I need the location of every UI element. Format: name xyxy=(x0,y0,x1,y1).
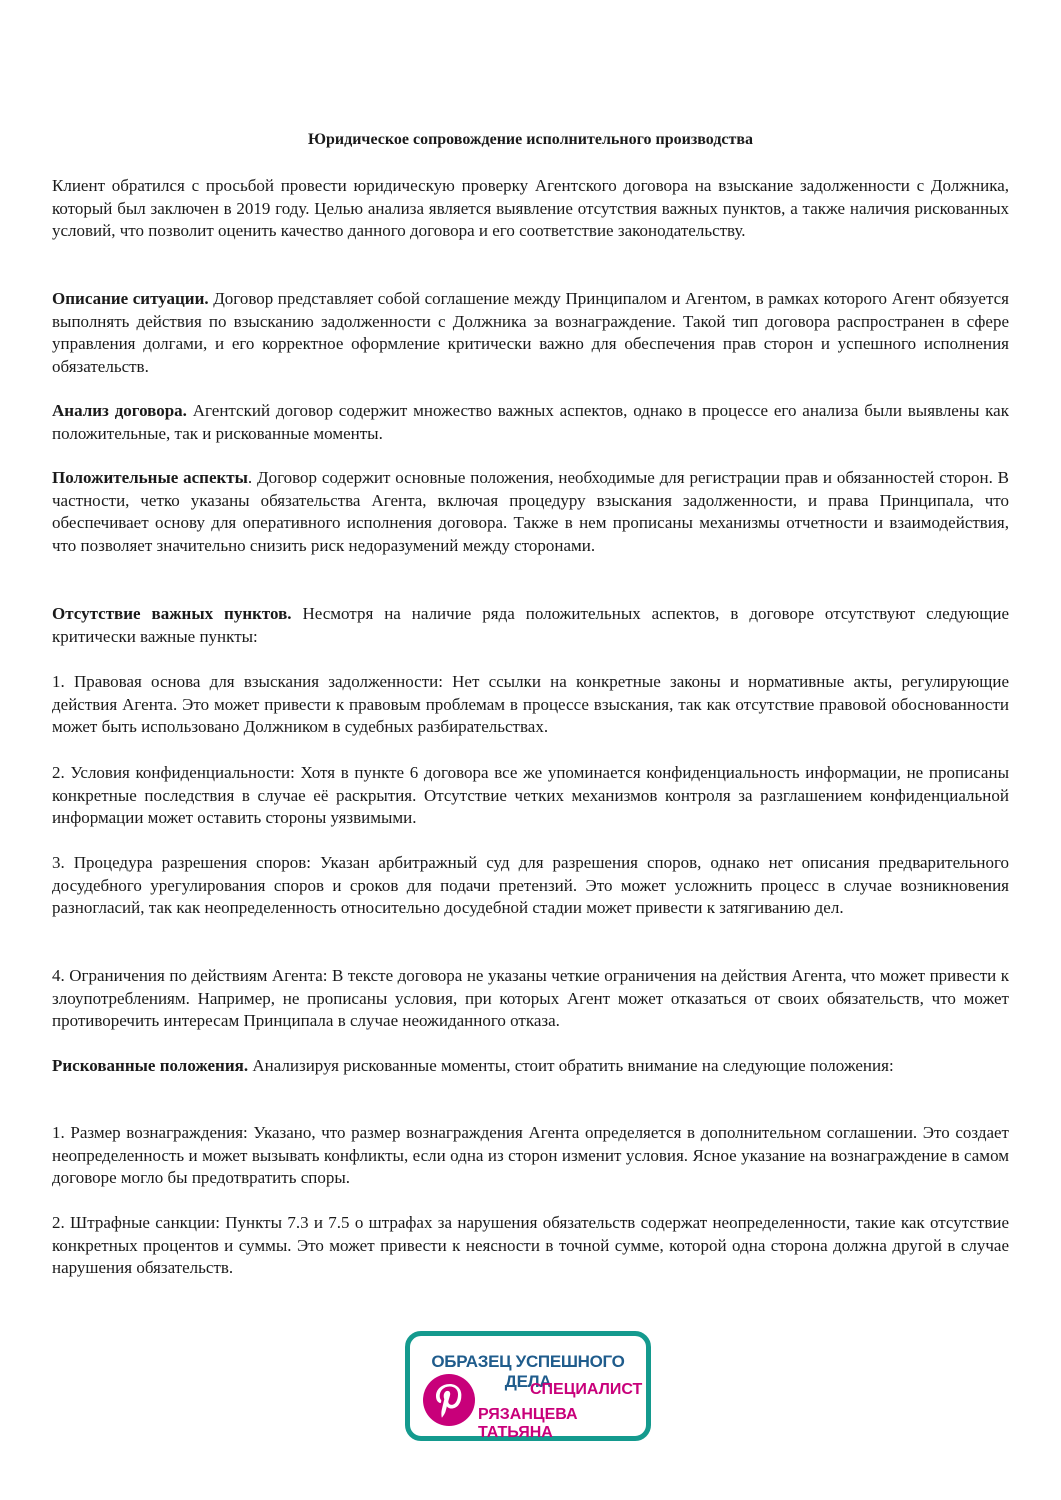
missing-item: 1. Правовая основа для взыскания задолженности: Нет ссылки на конкретные законы и нормативные акты, регулирующие действия Агента. Это может привести к правовым проблемам в процессе взыскания, так как отсутствие правовой обоснованности может быть использовано Должником в судебных разбирательствах. xyxy=(52,672,1009,737)
risky-item: 1. Размер вознаграждения: Указано, что размер вознаграждения Агента определяется в дополнительном соглашении. Это создает неопределенность и может вызывать конфликты, если одна из сторон изменит условия. Ясное указание на вознаграждение в самом договоре могло бы предотвратить споры. xyxy=(52,1123,1009,1188)
risky-paragraph xyxy=(52,1055,1009,1078)
risky-heading: Рискованные положения. xyxy=(52,1056,249,1075)
situation-text: Договор представляет собой соглашение между Принципалом и Агентом, в рамках которого Агент обязуется выполнять действия по взысканию задолженности с Должника за вознаграждение. Такой тип договора распространен в сфере управления долгами, и его корректное оформление критически важно для обеспечения прав сторон и успешного исполнения обязательств. xyxy=(52,289,1009,376)
positive-heading: Положительные аспекты xyxy=(52,468,248,487)
missing-item: 4. Ограничения по действиям Агента: В тексте договора не указаны четкие ограничения на действия Агента, что может привести к злоупотреблениям. Например, не прописаны условия, при которых Агент может отказаться от своих обязательств, что может противоречить интересам Принципала в случае неожиданного отказа. xyxy=(52,966,1009,1031)
situation-paragraph xyxy=(52,288,1009,378)
positive-paragraph xyxy=(52,467,1009,557)
document-title: Юридическое сопровождение исполнительного производства xyxy=(307,131,754,148)
analysis-heading: Анализ договора. xyxy=(52,401,187,420)
missing-item: 3. Процедура разрешения споров: Указан арбитражный суд для разрешения споров, однако нет описания предварительного досудебного урегулирования споров и сроков для подачи претензий. Это может усложнить процесс в случае возникновения разногласий, так как неопределенность относительно досудебной стадии может привести к затягиванию дел. xyxy=(52,853,1009,918)
sample-case-stamp xyxy=(405,1331,651,1441)
pinterest-logo-icon xyxy=(423,1374,475,1426)
intro-paragraph: Клиент обратился с просьбой провести юридическую проверку Агентского договора на взыскание задолженности с Должника, который был заключен в 2019 году. Целью анализа является выявление отсутствия важных пунктов, а также наличия рискованных условий, что позволит оценить качество данного договора и его соответствие законодательству. xyxy=(52,176,1009,241)
situation-heading: Описание ситуации. xyxy=(52,289,209,308)
missing-text: Несмотря на наличие ряда положительных аспектов, в договоре отсутствуют следующие критически важные пункты: xyxy=(52,604,1009,646)
risky-text: Анализируя рискованные моменты, стоит обратить внимание на следующие положения: xyxy=(248,1056,894,1075)
positive-text: . Договор содержит основные положения, необходимые для регистрации прав и обязанностей сторон. В частности, четко указаны обязательства Агента, включая процедуру взыскания задолженности, и права Принципала, что обеспечивает основу для оперативного исполнения договора. Также в нем прописаны механизмы отчетности и взаимодействия, что позволяет значительно снизить риск недоразумений между сторонами. xyxy=(52,468,1009,555)
analysis-text: Агентский договор содержит множество важных аспектов, однако в процессе его анализа были выявлены как положительные, так и рискованные моменты. xyxy=(52,401,1009,443)
stamp-line-name: РЯЗАНЦЕВА ТАТЬЯНА xyxy=(478,1406,578,1441)
missing-paragraph xyxy=(52,603,1009,648)
missing-heading: Отсутствие важных пунктов. xyxy=(52,604,292,623)
stamp-line-sample: ОБРАЗЕЦ УСПЕШНОГО ДЕЛА xyxy=(431,1352,625,1391)
missing-item: 2. Условия конфиденциальности: Хотя в пункте 6 договора все же упоминается конфиденциальность информации, не прописаны конкретные последствия в случае её раскрытия. Отсутствие четких механизмов контроля за разглашением конфиденциальной информации может оставить стороны уязвимыми. xyxy=(52,763,1009,828)
risky-item: 2. Штрафные санкции: Пункты 7.3 и 7.5 о штрафах за нарушения обязательств содержат неопределенности, такие как отсутствие конкретных процентов и суммы. Это может привести к неясности в точной сумме, которой одна сторона должна другой в случае нарушения обязательств. xyxy=(52,1213,1009,1278)
stamp-line-specialist: СПЕЦИАЛИСТ xyxy=(530,1381,643,1398)
analysis-paragraph xyxy=(52,400,1009,445)
